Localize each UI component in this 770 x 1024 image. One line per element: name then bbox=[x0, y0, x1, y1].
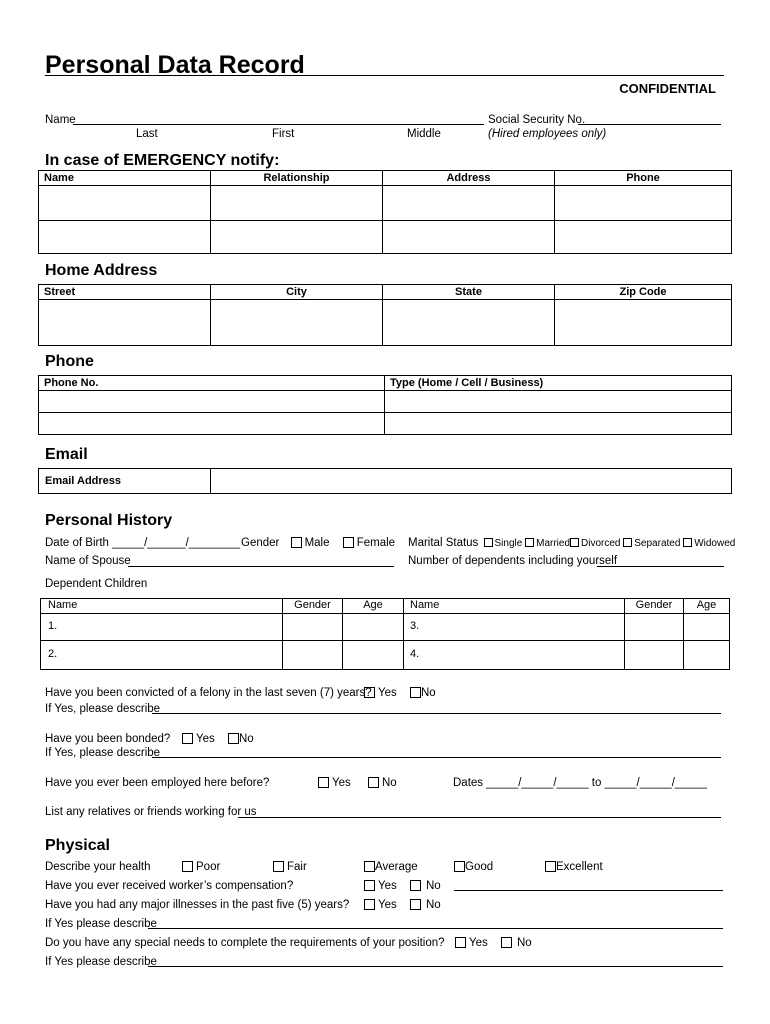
bonded-options bbox=[182, 732, 254, 746]
col-state: State bbox=[383, 285, 555, 300]
home-address-table bbox=[38, 284, 732, 346]
child-cell[interactable] bbox=[343, 614, 404, 641]
emergency-cell[interactable] bbox=[383, 186, 555, 221]
child-col-gender: Gender bbox=[283, 599, 343, 614]
email-address-label: Email Address bbox=[39, 469, 211, 494]
emergency-cell[interactable] bbox=[383, 221, 555, 254]
health-excellent bbox=[545, 860, 603, 874]
page-title: Personal Data Record bbox=[45, 51, 305, 79]
phone-cell[interactable] bbox=[385, 391, 732, 413]
special-no-label: No bbox=[516, 937, 532, 949]
single-label: Single bbox=[494, 538, 523, 549]
col-address: Address bbox=[383, 171, 555, 186]
average-checkbox[interactable] bbox=[364, 861, 375, 872]
email-address-field[interactable] bbox=[211, 469, 732, 494]
emergency-cell[interactable] bbox=[211, 186, 383, 221]
child-cell[interactable] bbox=[343, 641, 404, 670]
emergency-cell[interactable] bbox=[555, 186, 732, 221]
emergency-cell[interactable] bbox=[211, 221, 383, 254]
emergency-table bbox=[38, 170, 732, 254]
fair-checkbox[interactable] bbox=[273, 861, 284, 872]
child-cell[interactable] bbox=[283, 614, 343, 641]
special-no-checkbox[interactable] bbox=[501, 937, 512, 948]
married-label: Married bbox=[536, 538, 571, 549]
dates-label: Dates bbox=[453, 777, 484, 789]
confidential-label: CONFIDENTIAL bbox=[619, 81, 716, 96]
col-phone-no: Phone No. bbox=[39, 376, 385, 391]
child-cell[interactable] bbox=[684, 641, 730, 670]
comp-question: Have you ever received worker’s compensation? bbox=[45, 880, 294, 892]
child-row-label[interactable]: 1. bbox=[41, 614, 283, 641]
separated-label: Separated bbox=[634, 538, 681, 549]
ssn-note: (Hired employees only) bbox=[488, 128, 607, 140]
male-label: Male bbox=[304, 537, 330, 549]
address-cell[interactable] bbox=[555, 300, 732, 346]
bonded-no-label: No bbox=[238, 733, 254, 745]
felony-options bbox=[364, 686, 436, 700]
phone-table bbox=[38, 375, 732, 435]
comp-yes-label: Yes bbox=[378, 880, 397, 892]
address-cell[interactable] bbox=[383, 300, 555, 346]
col-phone: Phone bbox=[555, 171, 732, 186]
home-address-heading: Home Address bbox=[45, 262, 158, 279]
phone-cell[interactable] bbox=[385, 413, 732, 435]
illness-options bbox=[364, 898, 441, 912]
employed-no-label: No bbox=[381, 777, 397, 789]
spouse-field[interactable] bbox=[128, 566, 394, 567]
employed-options bbox=[318, 776, 397, 790]
emergency-heading: In case of EMERGENCY notify: bbox=[45, 152, 280, 169]
comp-options bbox=[364, 879, 441, 893]
illness-no-label: No bbox=[425, 899, 441, 911]
child-col-age-2: Age bbox=[684, 599, 730, 614]
child-cell[interactable] bbox=[625, 614, 684, 641]
emergency-cell[interactable] bbox=[555, 221, 732, 254]
widowed-label: Widowed bbox=[694, 538, 736, 549]
col-zip: Zip Code bbox=[555, 285, 732, 300]
illness-describe-label: If Yes please describe bbox=[45, 918, 157, 930]
middle-label: Middle bbox=[407, 128, 441, 140]
child-cell[interactable] bbox=[684, 614, 730, 641]
col-relationship: Relationship bbox=[211, 171, 383, 186]
bonded-describe-label: If Yes, please describe bbox=[45, 747, 161, 759]
dependents-label: Number of dependents including yourself bbox=[408, 555, 618, 567]
child-cell[interactable] bbox=[625, 641, 684, 670]
comp-yes-checkbox[interactable] bbox=[364, 880, 375, 891]
health-good bbox=[454, 860, 493, 874]
special-question: Do you have any special needs to complete the requirements of your position? bbox=[45, 937, 445, 949]
gender-label: Gender bbox=[241, 537, 280, 549]
phone-cell[interactable] bbox=[39, 413, 385, 435]
name-field[interactable] bbox=[73, 124, 484, 125]
col-street: Street bbox=[39, 285, 211, 300]
gender-row bbox=[241, 536, 395, 550]
child-row-label[interactable]: 2. bbox=[41, 641, 283, 670]
name-label: Name bbox=[45, 114, 76, 126]
dob-row bbox=[45, 536, 240, 550]
dates-row bbox=[453, 776, 707, 790]
divorced-checkbox[interactable] bbox=[570, 538, 579, 547]
felony-no-checkbox[interactable] bbox=[410, 687, 421, 698]
felony-yes-checkbox[interactable] bbox=[364, 687, 375, 698]
employed-no-checkbox[interactable] bbox=[368, 777, 379, 788]
child-col-name-2: Name bbox=[404, 599, 625, 614]
relatives-label: List any relatives or friends working for us bbox=[45, 806, 257, 818]
ssn-label: Social Security No. bbox=[488, 114, 586, 126]
dob-field[interactable]: _____/______/________ bbox=[112, 537, 241, 549]
divorced-label: Divorced bbox=[581, 538, 621, 549]
felony-no-label: No bbox=[420, 687, 436, 699]
poor-label: Poor bbox=[196, 861, 221, 873]
dates-to-field[interactable]: _____/_____/_____ bbox=[604, 777, 707, 789]
col-city: City bbox=[211, 285, 383, 300]
separated-checkbox[interactable] bbox=[623, 538, 632, 547]
bonded-describe-field[interactable] bbox=[152, 757, 721, 758]
illness-describe-field[interactable] bbox=[148, 928, 723, 929]
email-table bbox=[38, 468, 732, 494]
illness-no-checkbox[interactable] bbox=[410, 899, 421, 910]
good-checkbox[interactable] bbox=[454, 861, 465, 872]
excellent-checkbox[interactable] bbox=[545, 861, 556, 872]
marital-row bbox=[408, 536, 735, 550]
child-col-age: Age bbox=[343, 599, 404, 614]
female-checkbox[interactable] bbox=[343, 537, 354, 548]
bonded-question: Have you been bonded? bbox=[45, 733, 171, 745]
felony-describe-label: If Yes, please describe bbox=[45, 703, 161, 715]
employed-question: Have you ever been employed here before? bbox=[45, 777, 270, 789]
employed-yes-checkbox[interactable] bbox=[318, 777, 329, 788]
special-describe-field[interactable] bbox=[148, 966, 723, 967]
average-label: Average bbox=[375, 861, 418, 873]
fair-label: Fair bbox=[287, 861, 307, 873]
good-label: Good bbox=[465, 861, 494, 873]
felony-describe-field[interactable] bbox=[152, 713, 721, 714]
bonded-yes-checkbox[interactable] bbox=[182, 733, 193, 744]
personal-history-heading: Personal History bbox=[45, 512, 173, 529]
child-cell[interactable] bbox=[283, 641, 343, 670]
comp-no-checkbox[interactable] bbox=[410, 880, 421, 891]
emergency-cell[interactable] bbox=[39, 221, 211, 254]
email-heading: Email bbox=[45, 446, 88, 463]
col-name: Name bbox=[39, 171, 211, 186]
dates-to-label: to bbox=[591, 777, 602, 789]
male-checkbox[interactable] bbox=[291, 537, 302, 548]
child-row-label[interactable]: 3. bbox=[404, 614, 625, 641]
comp-field[interactable] bbox=[454, 890, 723, 891]
children-table bbox=[40, 598, 730, 670]
last-label: Last bbox=[136, 128, 158, 140]
health-average bbox=[364, 860, 418, 874]
single-checkbox[interactable] bbox=[484, 538, 493, 547]
excellent-label: Excellent bbox=[556, 861, 603, 873]
child-col-gender-2: Gender bbox=[625, 599, 684, 614]
address-cell[interactable] bbox=[39, 300, 211, 346]
title-rule bbox=[45, 75, 724, 76]
employed-yes-label: Yes bbox=[332, 777, 351, 789]
special-describe-label: If Yes please describe bbox=[45, 956, 157, 968]
child-row-label[interactable]: 4. bbox=[404, 641, 625, 670]
dependents-field[interactable] bbox=[597, 566, 724, 567]
phone-heading: Phone bbox=[45, 353, 94, 370]
physical-heading: Physical bbox=[45, 837, 110, 854]
bonded-no-checkbox[interactable] bbox=[228, 733, 239, 744]
ssn-field[interactable] bbox=[578, 124, 721, 125]
felony-question: Have you been convicted of a felony in the last seven (7) years? bbox=[45, 687, 372, 699]
health-poor bbox=[182, 860, 220, 874]
address-cell[interactable] bbox=[211, 300, 383, 346]
illness-question: Have you had any major illnesses in the past five (5) years? bbox=[45, 899, 350, 911]
marital-label: Marital Status bbox=[408, 537, 479, 549]
col-phone-type: Type (Home / Cell / Business) bbox=[385, 376, 732, 391]
bonded-yes-label: Yes bbox=[196, 733, 215, 745]
children-label: Dependent Children bbox=[45, 578, 148, 590]
spouse-label: Name of Spouse bbox=[45, 555, 131, 567]
health-label: Describe your health bbox=[45, 861, 151, 873]
female-label: Female bbox=[356, 537, 396, 549]
felony-yes-label: Yes bbox=[378, 687, 397, 699]
special-yes-checkbox[interactable] bbox=[455, 937, 466, 948]
illness-yes-label: Yes bbox=[378, 899, 397, 911]
first-label: First bbox=[272, 128, 295, 140]
special-yes-label: Yes bbox=[469, 937, 488, 949]
child-col-name: Name bbox=[41, 599, 283, 614]
dob-label: Date of Birth bbox=[45, 537, 109, 549]
dates-from-field[interactable]: _____/_____/_____ bbox=[486, 777, 589, 789]
health-fair bbox=[273, 860, 307, 874]
married-checkbox[interactable] bbox=[525, 538, 534, 547]
comp-no-label: No bbox=[425, 880, 441, 892]
widowed-checkbox[interactable] bbox=[683, 538, 692, 547]
poor-checkbox[interactable] bbox=[182, 861, 193, 872]
special-options bbox=[455, 936, 532, 950]
illness-yes-checkbox[interactable] bbox=[364, 899, 375, 910]
phone-cell[interactable] bbox=[39, 391, 385, 413]
emergency-cell[interactable] bbox=[39, 186, 211, 221]
relatives-field[interactable] bbox=[238, 817, 721, 818]
